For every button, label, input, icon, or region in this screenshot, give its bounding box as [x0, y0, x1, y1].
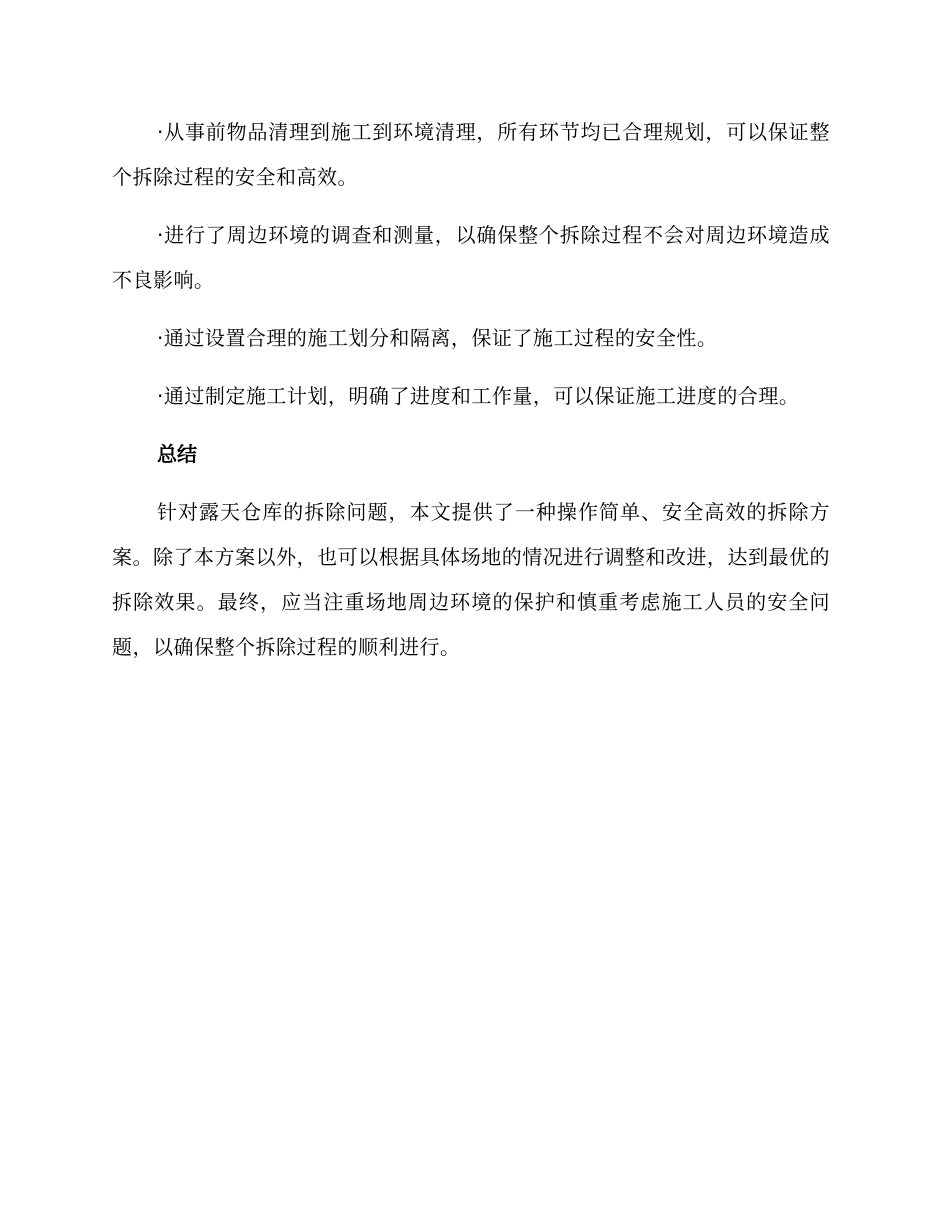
bullet-marker: · [157, 120, 164, 144]
summary-heading: 总结 [157, 442, 197, 466]
bullet-item-3 [112, 316, 830, 361]
bullet-item-1 [112, 110, 830, 200]
bullet-text: 从事前物品清理到施工到环境清理，所有环节均已合理规划，可以保证整个拆除过程的安全和高效。 [112, 120, 830, 189]
bullet-item-4 [112, 374, 830, 419]
bullet-marker: · [157, 223, 164, 247]
bullet-text: 进行了周边环境的调查和测量，以确保整个拆除过程不会对周边环境造成不良影响。 [112, 223, 830, 292]
bullet-marker: · [157, 326, 164, 350]
bullet-text: 通过设置合理的施工划分和隔离，保证了施工过程的安全性。 [163, 326, 718, 350]
bullet-item-2 [112, 213, 830, 303]
bullet-text: 通过制定施工计划，明确了进度和工作量，可以保证施工进度的合理。 [163, 384, 800, 408]
bullet-marker: · [157, 384, 164, 408]
summary-paragraph: 针对露天仓库的拆除问题，本文提供了一种操作简单、安全高效的拆除方案。除了本方案以外，也可以根据具体场地的情况进行调整和改进，达到最优的拆除效果。最终，应当注重场地周边环境的保护和慎重考虑施工人员的安全问题，以确保整个拆除过程的顺利进行。 [112, 500, 830, 659]
